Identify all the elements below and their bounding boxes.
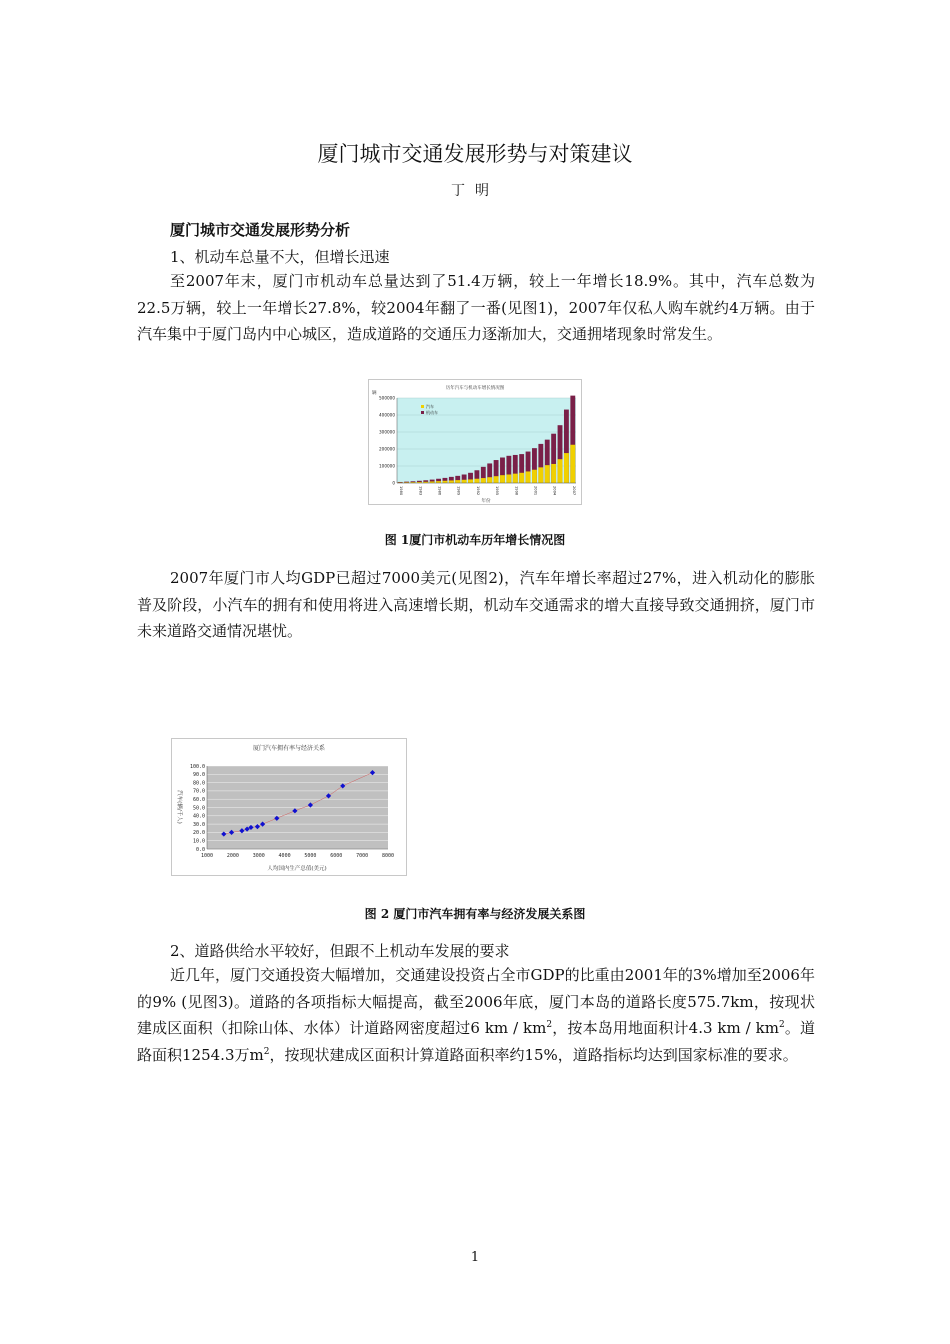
figure-2-caption: 图 2 厦门市汽车拥有率与经济发展关系图 [364, 907, 586, 921]
x-axis-label: 年份 [481, 499, 491, 504]
y-tick-label: 80.0 [192, 780, 205, 787]
bar-cars [500, 475, 505, 483]
y-tick-label: 70.0 [192, 788, 205, 795]
paragraph-1: 至2007年末，厦门市机动车总量达到了51.4万辆，较上一年增长18.9%。其中，汽车总数为22.5万辆，较上一年增长27.8%，较2004年翻了一番(见图1)，2007年仅私人购车就约4万辆。由于汽车集中于厦门岛内中心城区，造成道路的交通压力逐渐加大，交通拥堵现象时常发生。 [137, 272, 815, 343]
y-tick-label: 0.0 [195, 846, 205, 853]
y-tick-label: 100000 [379, 463, 395, 469]
legend-label: 汽车 [426, 404, 434, 409]
y-tick-label: 200000 [379, 446, 395, 452]
y-tick-label: 10.0 [192, 838, 205, 845]
bar-cars [494, 476, 499, 483]
doc-author: 丁明 [451, 183, 499, 199]
x-tick-label: 2007 [571, 486, 576, 496]
y-tick-label: 60.0 [192, 797, 205, 803]
bar-cars [481, 478, 486, 483]
figure-2 [171, 738, 407, 876]
figure-1 [368, 379, 582, 505]
x-tick-label: 1983 [418, 486, 423, 496]
x-tick-label: 1992 [475, 486, 480, 496]
bar-cars [532, 470, 537, 483]
y-axis-label: 汽车(辆/千人) [176, 790, 182, 824]
page-number: 1 [470, 1250, 480, 1265]
bar-cars [443, 481, 448, 483]
paragraph-3-part-d: ，按现状建成区面积计算道路面积率约15%，道路指标均达到国家标准的要求。 [269, 1045, 798, 1064]
x-tick-label: 2004 [552, 486, 557, 496]
subheading-2: 2、道路供给水平较好，但跟不上机动车发展的要求 [170, 942, 510, 960]
bar-cars [449, 480, 454, 483]
y-tick-label: 100.0 [189, 763, 205, 770]
y-tick-label: 400000 [379, 412, 395, 418]
bar-cars [545, 465, 550, 483]
x-tick-label: 2001 [533, 486, 538, 496]
y-tick-label: 500000 [379, 395, 395, 401]
x-tick-label: 3000 [252, 853, 265, 859]
bar-cars [513, 474, 518, 483]
bar-cars [462, 480, 467, 483]
x-tick-label: 1995 [495, 486, 500, 496]
paragraph-3-part-b: ，按本岛用地面积计4.3 km / km [552, 1019, 779, 1037]
x-tick-label: 8000 [381, 853, 395, 859]
y-tick-label: 300000 [379, 429, 395, 435]
bar-cars [558, 459, 563, 483]
bar-cars [506, 475, 511, 484]
subheading-1: 1、机动车总量不大，但增长迅速 [170, 248, 390, 266]
superscript: 2 [546, 1020, 553, 1030]
y-tick-label: 0 [392, 480, 395, 486]
x-tick-label: 7000 [356, 853, 369, 859]
y-tick-label: 40.0 [192, 813, 205, 820]
x-tick-label: 1989 [456, 486, 461, 496]
bar-cars [526, 471, 531, 483]
chart-title: 厦门汽车拥有率与经济关系 [252, 745, 326, 752]
bar-cars [468, 479, 473, 483]
x-tick-label: 6000 [330, 853, 343, 859]
bar-cars [474, 479, 479, 483]
figure-1-caption: 图 1厦门市机动车历年增长情况图 [384, 533, 566, 547]
legend-label: 机动车 [426, 410, 438, 415]
bar-cars [564, 453, 569, 483]
legend-swatch [421, 405, 424, 408]
x-tick-label: 1000 [200, 853, 214, 859]
chart-title: 历年汽车与机动车增长情况图 [445, 386, 505, 391]
x-tick-label: 2000 [226, 853, 239, 859]
bar-cars [551, 464, 556, 483]
x-tick-label: 4000 [278, 853, 291, 859]
x-axis-label: 人均国内生产总值(美元) [267, 866, 327, 872]
legend-swatch [421, 411, 424, 414]
x-tick-label: 1980 [399, 486, 404, 496]
bar-cars [436, 481, 441, 483]
bar-cars [519, 473, 524, 483]
y-tick-label: 20.0 [192, 830, 205, 837]
superscript: 2 [778, 1020, 785, 1030]
paragraph-2: 2007年厦门市人均GDP已超过7000美元(见图2)，汽车年增长率超过27%，进入机动化的膨胀普及阶段，小汽车的拥有和使用将进入高速增长期，机动车交通需求的增大直接导致交通拥挤，厦门市未来道路交通情况堪忧。 [137, 569, 815, 640]
y-tick-label: 30.0 [192, 821, 205, 828]
ownership-gdp-chart [172, 739, 406, 875]
x-tick-label: 1986 [437, 486, 442, 496]
bar-cars [570, 445, 575, 483]
superscript: 2 [263, 1046, 270, 1057]
bar-cars [538, 467, 543, 483]
bar-cars [455, 480, 460, 483]
doc-title: 厦门城市交通发展形势与对策建议 [317, 142, 633, 166]
y-tick-label: 90.0 [192, 772, 205, 779]
bar-cars [487, 477, 492, 483]
paragraph-3-part-a: 近几年，厦门交通投资大幅增加，交通建设投资占全市GDP的比重由2001年的3%增加至2006年的9% (见图3)。道路的各项指标大幅提高，截至2006年底，厦门本岛的道路长度575.7km，按现状建成区面积（扣除山体、水体）计道路网密度超过6 km / km [137, 966, 815, 1037]
x-tick-label: 1998 [514, 486, 519, 496]
x-tick-label: 5000 [304, 853, 317, 859]
section-heading: 厦门城市交通发展形势分析 [170, 221, 351, 239]
y-axis-label: 辆 [372, 391, 377, 396]
paragraph-3-part-c: 。道路面积1254.3万m [137, 1019, 815, 1064]
paragraph-3 [137, 962, 815, 1068]
vehicle-growth-chart [369, 380, 581, 504]
y-tick-label: 50.0 [192, 805, 205, 812]
